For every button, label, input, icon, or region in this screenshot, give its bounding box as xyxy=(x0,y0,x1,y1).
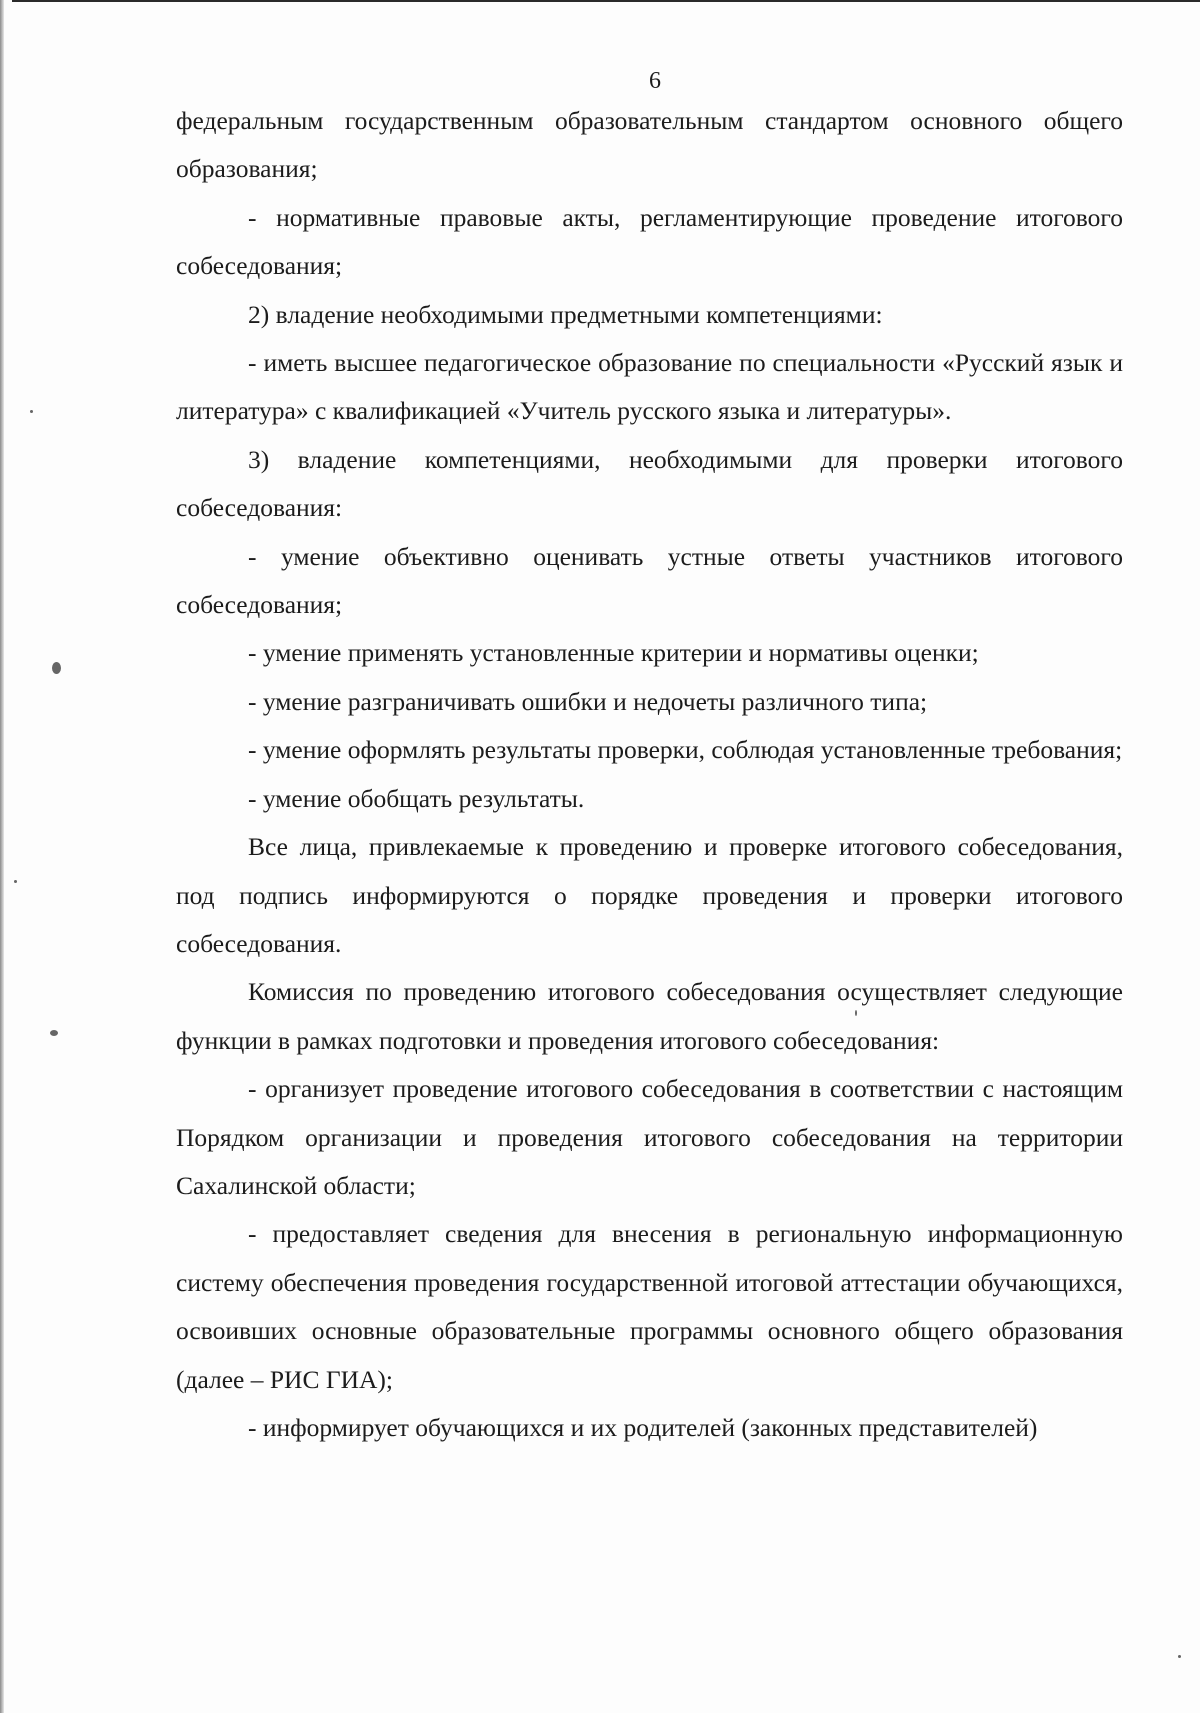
paragraph-8: - умение разграничивать ошибки и недочеты различного типа; xyxy=(248,686,928,716)
scan-speck xyxy=(14,880,17,883)
scan-left-edge xyxy=(0,0,4,1713)
paragraph-6: - умение объективно оценивать устные ответы участников итогового собеседования; xyxy=(176,541,1123,620)
scan-speck xyxy=(30,410,33,413)
paragraph-5: 3) владение компетенциями, необходимыми для проверки итогового собеседования: xyxy=(176,444,1123,523)
scan-speck xyxy=(50,1030,58,1036)
paragraph-13: - организует проведение итогового собеседования в соответствии с настоящим Порядком организации и проведения итогового собеседования на территории Сахалинской области; xyxy=(176,1074,1123,1200)
paragraph-4: - иметь высшее педагогическое образование по специальности «Русский язык и литература» с квалификацией «Учитель русского языка и литературы». xyxy=(176,348,1123,426)
page-number: 6 xyxy=(649,68,661,94)
paragraph-3: 2) владение необходимыми предметными компетенциями: xyxy=(248,299,883,329)
scan-speck xyxy=(1178,1655,1181,1658)
paragraph-14: - предоставляет сведения для внесения в региональную информационную систему обеспечения проведения государственной итоговой аттестации обучающихся, освоивших основные образовательные программы основного общего образования (далее – РИС ГИА); xyxy=(176,1219,1123,1394)
paragraph-10: - умение обобщать результаты. xyxy=(248,783,585,813)
scan-top-rule xyxy=(12,0,1200,2)
paragraph-7: - умение применять установленные критерии и нормативы оценки; xyxy=(248,638,979,668)
paragraph-12: Комиссия по проведению итогового собеседования осуществляет следующие функции в рамках подготовки и проведения итогового собеседования: xyxy=(176,977,1123,1055)
paragraph-2: - нормативные правовые акты, регламентирующие проведение итогового собеседования; xyxy=(176,202,1123,281)
paragraph-9: - умение оформлять результаты проверки, соблюдая установленные требования; xyxy=(248,735,1123,765)
paragraph-1: федеральным государственным образовательным стандартом основного общего образования; xyxy=(176,106,1123,184)
scan-speck xyxy=(52,662,61,674)
document-body xyxy=(176,97,1123,1452)
paragraph-15: - информирует обучающихся и их родителей (законных представителей) xyxy=(248,1412,1038,1442)
scan-speck xyxy=(855,1010,857,1016)
paragraph-11: Все лица, привлекаемые к проведению и проверке итогового собеседования, под подпись информируются о порядке проведения и проверки итогового собеседования. xyxy=(176,832,1123,958)
